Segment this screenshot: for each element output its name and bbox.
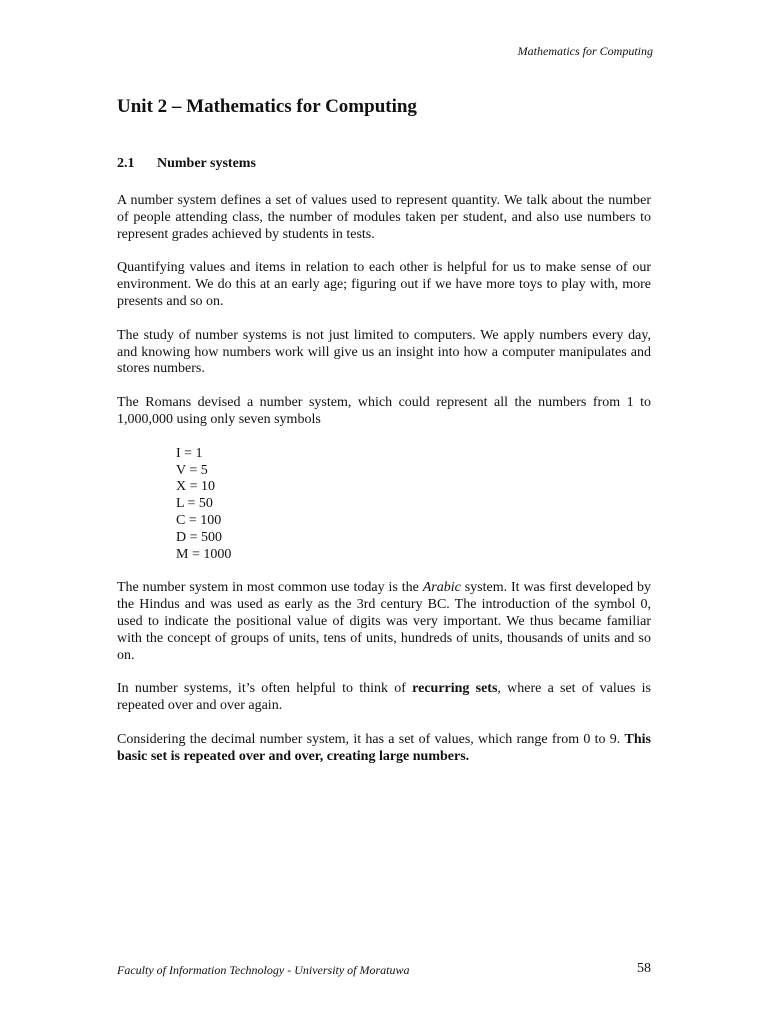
arabic-emphasis: Arabic xyxy=(422,580,461,596)
paragraph-study-of-number-systems: The study of number systems is not just limited to computers. We apply numbers every day, and knowing how numbers work will give us an insight into how a computer manipulates and stores numbers. xyxy=(117,327,651,377)
section-heading xyxy=(117,156,256,172)
footer-institution: Faculty of Information Technology - University of Moratuwa xyxy=(117,963,410,977)
recurring-text-after: , where a set of values is repeated over and over again. xyxy=(117,681,651,714)
body-text xyxy=(117,193,651,783)
unit-title: Unit 2 – Mathematics for Computing xyxy=(117,96,417,117)
arabic-text-after: system. It was first developed by the Hindus and was used as early as the 3rd century BC. The introduction of the symbol 0, used to indicate the positional value of digits was very important. We thus became familiar with the concept of groups of units, tens of units, hundreds of units, thousands of units and so on. xyxy=(117,580,651,663)
roman-numeral-item: C = 100 xyxy=(176,512,222,528)
roman-numeral-list xyxy=(117,446,651,564)
roman-numeral-item: X = 10 xyxy=(176,479,216,495)
section-number: 2.1 xyxy=(117,156,135,171)
paragraph-recurring-sets xyxy=(117,681,651,715)
section-title: Number systems xyxy=(157,156,256,171)
roman-numeral-item: M = 1000 xyxy=(176,546,232,562)
roman-numeral-item: D = 500 xyxy=(176,529,223,545)
running-header: Mathematics for Computing xyxy=(517,44,653,58)
arabic-text-before: The number system in most common use today is the xyxy=(117,580,423,596)
recurring-sets-term: recurring sets xyxy=(412,681,498,697)
roman-numeral-item: L = 50 xyxy=(176,496,213,512)
paragraph-quantifying-values: Quantifying values and items in relation to each other is helpful for us to make sense of our environment. We do this at an early age; figuring out if we have more toys to play with, more presents and so on. xyxy=(117,260,651,309)
roman-numeral-item: V = 5 xyxy=(176,462,208,478)
recurring-text-before: In number systems, it’s often helpful to think of xyxy=(117,681,413,697)
page-number: 58 xyxy=(637,961,651,976)
roman-numeral-item: I = 1 xyxy=(176,445,203,461)
decimal-text-before: Considering the decimal number system, it has a set of values, which range from 0 to 9. xyxy=(117,731,625,747)
paragraph-arabic-system xyxy=(117,580,651,664)
decimal-emphasis: This basic set is repeated over and over, creating large numbers. xyxy=(117,731,651,764)
paragraph-number-system-definition: A number system defines a set of values used to represent quantity. We talk about the number of people attending class, the number of modules taken per student, and also use numbers to represent grades achieved by students in tests. xyxy=(117,193,651,242)
paragraph-romans: The Romans devised a number system, which could represent all the numbers from 1 to 1,000,000 using only seven symbols xyxy=(117,395,651,427)
paragraph-decimal-system xyxy=(117,732,651,766)
